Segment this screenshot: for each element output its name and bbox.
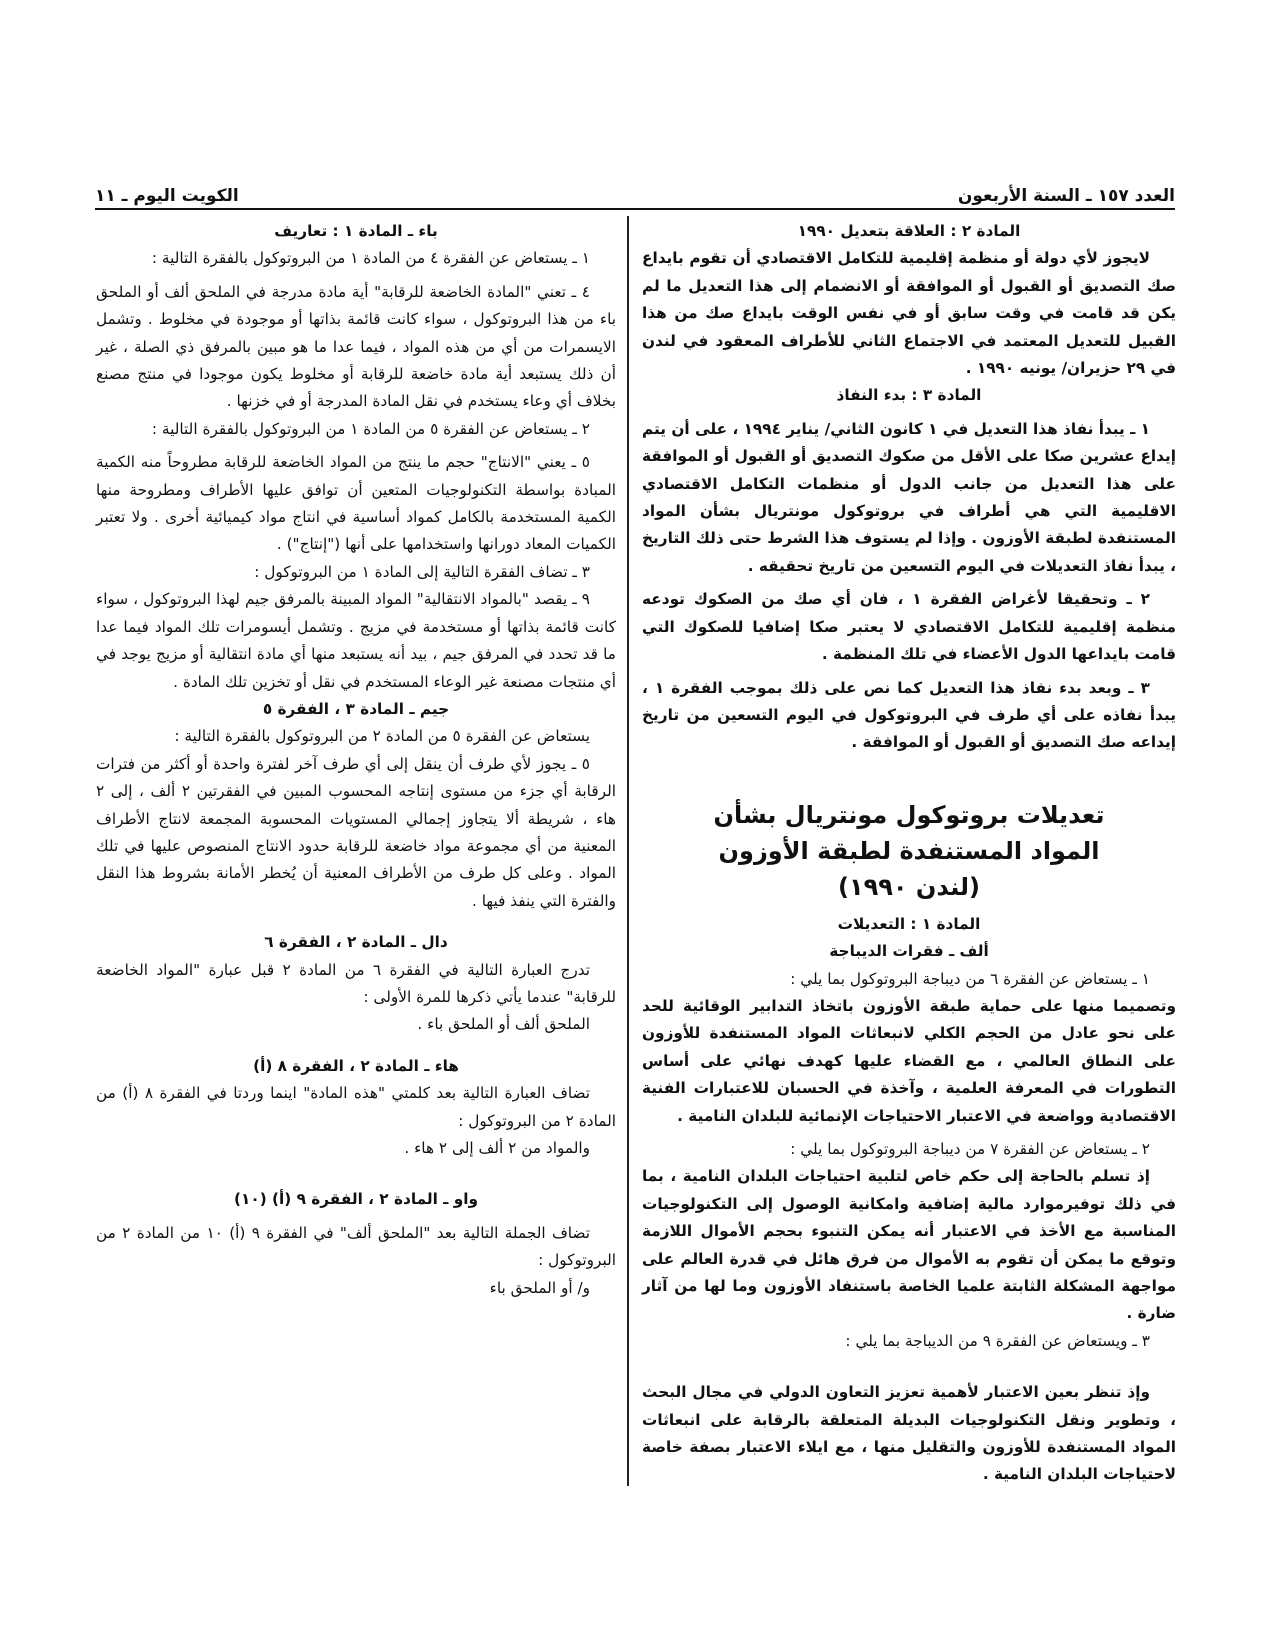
dal-para-2: الملحق ألف أو الملحق باء .: [417, 1015, 590, 1034]
dal-para-1: تدرج العبارة التالية في الفقرة ٦ من المادة ٢ قبل عبارة "المواد الخاضعة للرقابة" عندما يأتي ذكرها للمرة الأولى :: [96, 960, 616, 1006]
page-header: [95, 176, 1175, 210]
alef-para-1-intro: ١ ـ يستعاض عن الفقرة ٦ من ديباجة البروتوكول بما يلي :: [790, 969, 1150, 988]
article-3-para-3: ٣ ـ وبعد بدء نفاذ هذا التعديل كما نص على ذلك بموجب الفقرة ١ ، يبدأ نفاذه على أي طرف في البروتوكول في اليوم التسعين من تاريخ إيداعه صك التصديق أو القبول أو الموافقة .: [642, 678, 1176, 752]
ba-para-5: ٣ ـ تضاف الفقرة التالية إلى المادة ١ من البروتوكول :: [254, 562, 590, 581]
section-ba-heading: باء ـ المادة ١ : تعاريف: [274, 222, 438, 240]
section-jim-heading: جيم ـ المادة ٣ ، الفقرة ٥: [262, 699, 450, 718]
article-1-heading: المادة ١ : التعديلات: [837, 914, 981, 933]
section-ha-heading: هاء ـ المادة ٢ ، الفقرة ٨ (أ): [253, 1056, 459, 1075]
column-divider: [627, 216, 629, 1486]
ha-para-1: تضاف العبارة التالية بعد كلمتي "هذه المادة" اينما وردتا في الفقرة ٨ (أ) من المادة ٢ من البروتوكول :: [96, 1084, 616, 1130]
ba-para-4: ٥ ـ يعني "الانتاج" حجم ما ينتج من المواد الخاضعة للرقابة مطروحاً منه الكمية المبادة بواسطة التكنولوجيات المتعين أن توافق عليها الأطراف ومطروحة منها الكمية المستخدمة بالكامل كمواد أساسية في انتاج مواد كيميائية أخرى . ولا تعتبر الكميات المعاد دورانها واستخدامها على أنها ("إنتاج") .: [96, 453, 616, 554]
left-column: [96, 218, 616, 1302]
alef-para-2-text: إذ تسلم بالحاجة إلى حكم خاص لتلبية احتياجات البلدان النامية ، بما في ذلك توفيرموارد مالية إضافية وامكانية الوصول إلى التكنولوجيات المناسبة مع الأخذ في الاعتبار أنه يمكن التنبوء بحجم الأموال اللازمة وتوقع ما يمكن أن تقوم به الأموال من فرق هائل في قدرة العالم على مواجهة المشكلة الثابتة علميا الخاصة باستنفاد الأوزون وما لها من آثار ضارة .: [642, 1167, 1176, 1323]
publication-name: الكويت اليوم ـ ١١: [95, 186, 239, 206]
ba-para-3: ٢ ـ يستعاض عن الفقرة ٥ من المادة ١ من البروتوكول بالفقرة التالية :: [151, 419, 590, 438]
alef-para-3-intro: ٣ ـ ويستعاض عن الفقرة ٩ من الديباجة بما يلي :: [845, 1331, 1150, 1350]
amendments-title-block: [642, 797, 1176, 905]
article-2-heading: المادة ٢ : العلاقة بتعديل ١٩٩٠: [797, 222, 1021, 240]
alef-para-2-intro: ٢ ـ يستعاض عن الفقرة ٧ من ديباجة البروتوكول بما يلي :: [790, 1139, 1150, 1158]
section-dal-heading: دال ـ المادة ٢ ، الفقرة ٦: [264, 933, 448, 952]
alef-para-3-text: وإذ تنظر بعين الاعتبار لأهمية تعزيز التعاون الدولي في مجال البحث ، وتطوير ونقل التكنولوجيات البديلة المتعلقة بالرقابة على انبعاثات المواد المستنفدة للأوزون والتقليل منها ، مع ايلاء الاعتبار بصفة خاصة لاحتياجات البلدان النامية .: [642, 1383, 1176, 1484]
amendments-title-line-3: (لندن ١٩٩٠): [837, 872, 981, 901]
right-column: [642, 218, 1176, 1489]
section-alef-heading: ألف ـ فقرات الديباجة: [829, 942, 989, 961]
waw-para-2: و/ أو الملحق باء: [489, 1278, 590, 1297]
amendments-title-line-1: تعديلات بروتوكول مونتريال بشأن: [713, 800, 1105, 829]
waw-para-1: تضاف الجملة التالية بعد "الملحق ألف" في الفقرة ٩ (أ) ١٠ من المادة ٢ من البروتوكول :: [96, 1223, 616, 1270]
section-waw-heading: واو ـ المادة ٢ ، الفقرة ٩ (أ) (١٠): [234, 1190, 478, 1209]
ba-para-6: ٩ ـ يقصد "بالمواد الانتقالية" المواد المبينة بالمرفق جيم لهذا البروتوكول ، سواء كانت قائمة بذاتها أو مستخدمة في مزيج . وتشمل أيسومرات تلك المواد فيما عدا ما قد تحدد في المرفق جيم ، بيد أنه يستبعد منها أي مادة انتقالية أو مزيج يوجد في أي منتجات مصنعة غير الوعاء المستخدم في نقل أو تخزين تلك المادة .: [96, 590, 616, 691]
jim-para-1: يستعاض عن الفقرة ٥ من المادة ٢ من البروتوكول بالفقرة التالية :: [174, 727, 590, 746]
ba-para-1: ١ ـ يستعاض عن الفقرة ٤ من المادة ١ من البروتوكول بالفقرة التالية :: [151, 249, 590, 268]
article-3-para-1: ١ ـ يبدأ نفاذ هذا التعديل في ١ كانون الثاني/ يناير ١٩٩٤ ، على أن يتم إيداع عشرين صكا على الأقل من صكوك التصديق أو القبول أو الموافقة على هذا التعديل من جانب الدول أو منظمات التكامل الاقتصادي الاقليمية التي هي أطراف في بروتوكول مونتريال بشأن المواد المستنفدة لطبقة الأوزون . وإذا لم يستوف هذا الشرط حتى ذلك التاريخ ، يبدأ نفاذ التعديلات في اليوم التسعين من تاريخ تحقيقه .: [642, 419, 1176, 575]
article-3-heading: المادة ٣ : بدء النفاذ: [836, 386, 982, 405]
article-3-para-2: ٢ ـ وتحقيقا لأغراض الفقرة ١ ، فان أي صك من الصكوك تودعه منظمة إقليمية للتكامل الاقتصادي لا يعتبر صكا إضافيا للصكوك التي قامت بايداعها الدول الأعضاء في تلك المنظمة .: [642, 590, 1176, 664]
article-2-text: لايجوز لأي دولة أو منظمة إقليمية للتكامل الاقتصادي أن تقوم بايداع صك التصديق أو القبول أو الموافقة أو الانضمام إلى هذا التعديل ما لم يكن قد قامت في وقت سابق أو في نفس الوقت بايداع صك من هذا القبيل للتعديل المعتمد في الاجتماع الثاني للأطراف المعقود في لندن في ٢٩ حزيران/ يونيه ١٩٩٠ .: [642, 249, 1176, 378]
ba-para-2: ٤ ـ تعني "المادة الخاضعة للرقابة" أية مادة مدرجة في الملحق ألف أو الملحق باء من هذا البروتوكول ، سواء كانت قائمة بذاتها أو موجودة في مخلوط . وتشمل الايسمرات من أي من هذه المواد ، فيما عدا ما هو مبين بالمرفق ذي الصلة ، غير أن ذلك يستبعد أية مادة خاضعة للرقابة أو مخلوط يكون موجودا في منتج مصنع بخلاف أي وعاء يستخدم في نقل المادة المدرجة أو في خزنها .: [96, 282, 616, 411]
ha-para-2: والمواد من ٢ ألف إلى ٢ هاء .: [404, 1139, 590, 1157]
jim-para-2: ٥ ـ يجوز لأي طرف أن ينقل إلى أي طرف آخر لفترة واحدة أو أكثر من فترات الرقابة أي جزء من مستوى إنتاجه المحسوب المبين في الفقرتين ٢ ألف ، إلى ٢ هاء ، شريطة ألا يتجاوز إجمالي المستويات المحسوبة المجمعة لانتاج الأطراف المعنية من أي مجموعة مواد خاضعة للرقابة حدود الانتاج المنصوص عليها في تلك المواد . وعلى كل طرف من الأطراف المعنية أن يُخطر الأمانة بشروط هذا النقل والفترة التي ينفذ فيها .: [96, 754, 617, 910]
amendments-title-line-2: المواد المستنفدة لطبقة الأوزون: [718, 836, 1100, 865]
alef-para-1-text: وتصميما منها على حماية طبقة الأوزون باتخاذ التدابير الوقائية للحد على نحو عادل من الحجم الكلي لانبعاثات المواد المستنفدة للأوزون على النطاق العالمي ، مع القضاء عليها كهدف نهائي على أساس التطورات في المعرفة العلمية ، وآخذة في الحسبان للاعتبارات الفنية الاقتصادية وواضعة في الاعتبار الاحتياجات الإنمائية للبلدان النامية .: [642, 996, 1176, 1125]
issue-info: العدد ١٥٧ ـ السنة الأربعون: [957, 186, 1175, 206]
